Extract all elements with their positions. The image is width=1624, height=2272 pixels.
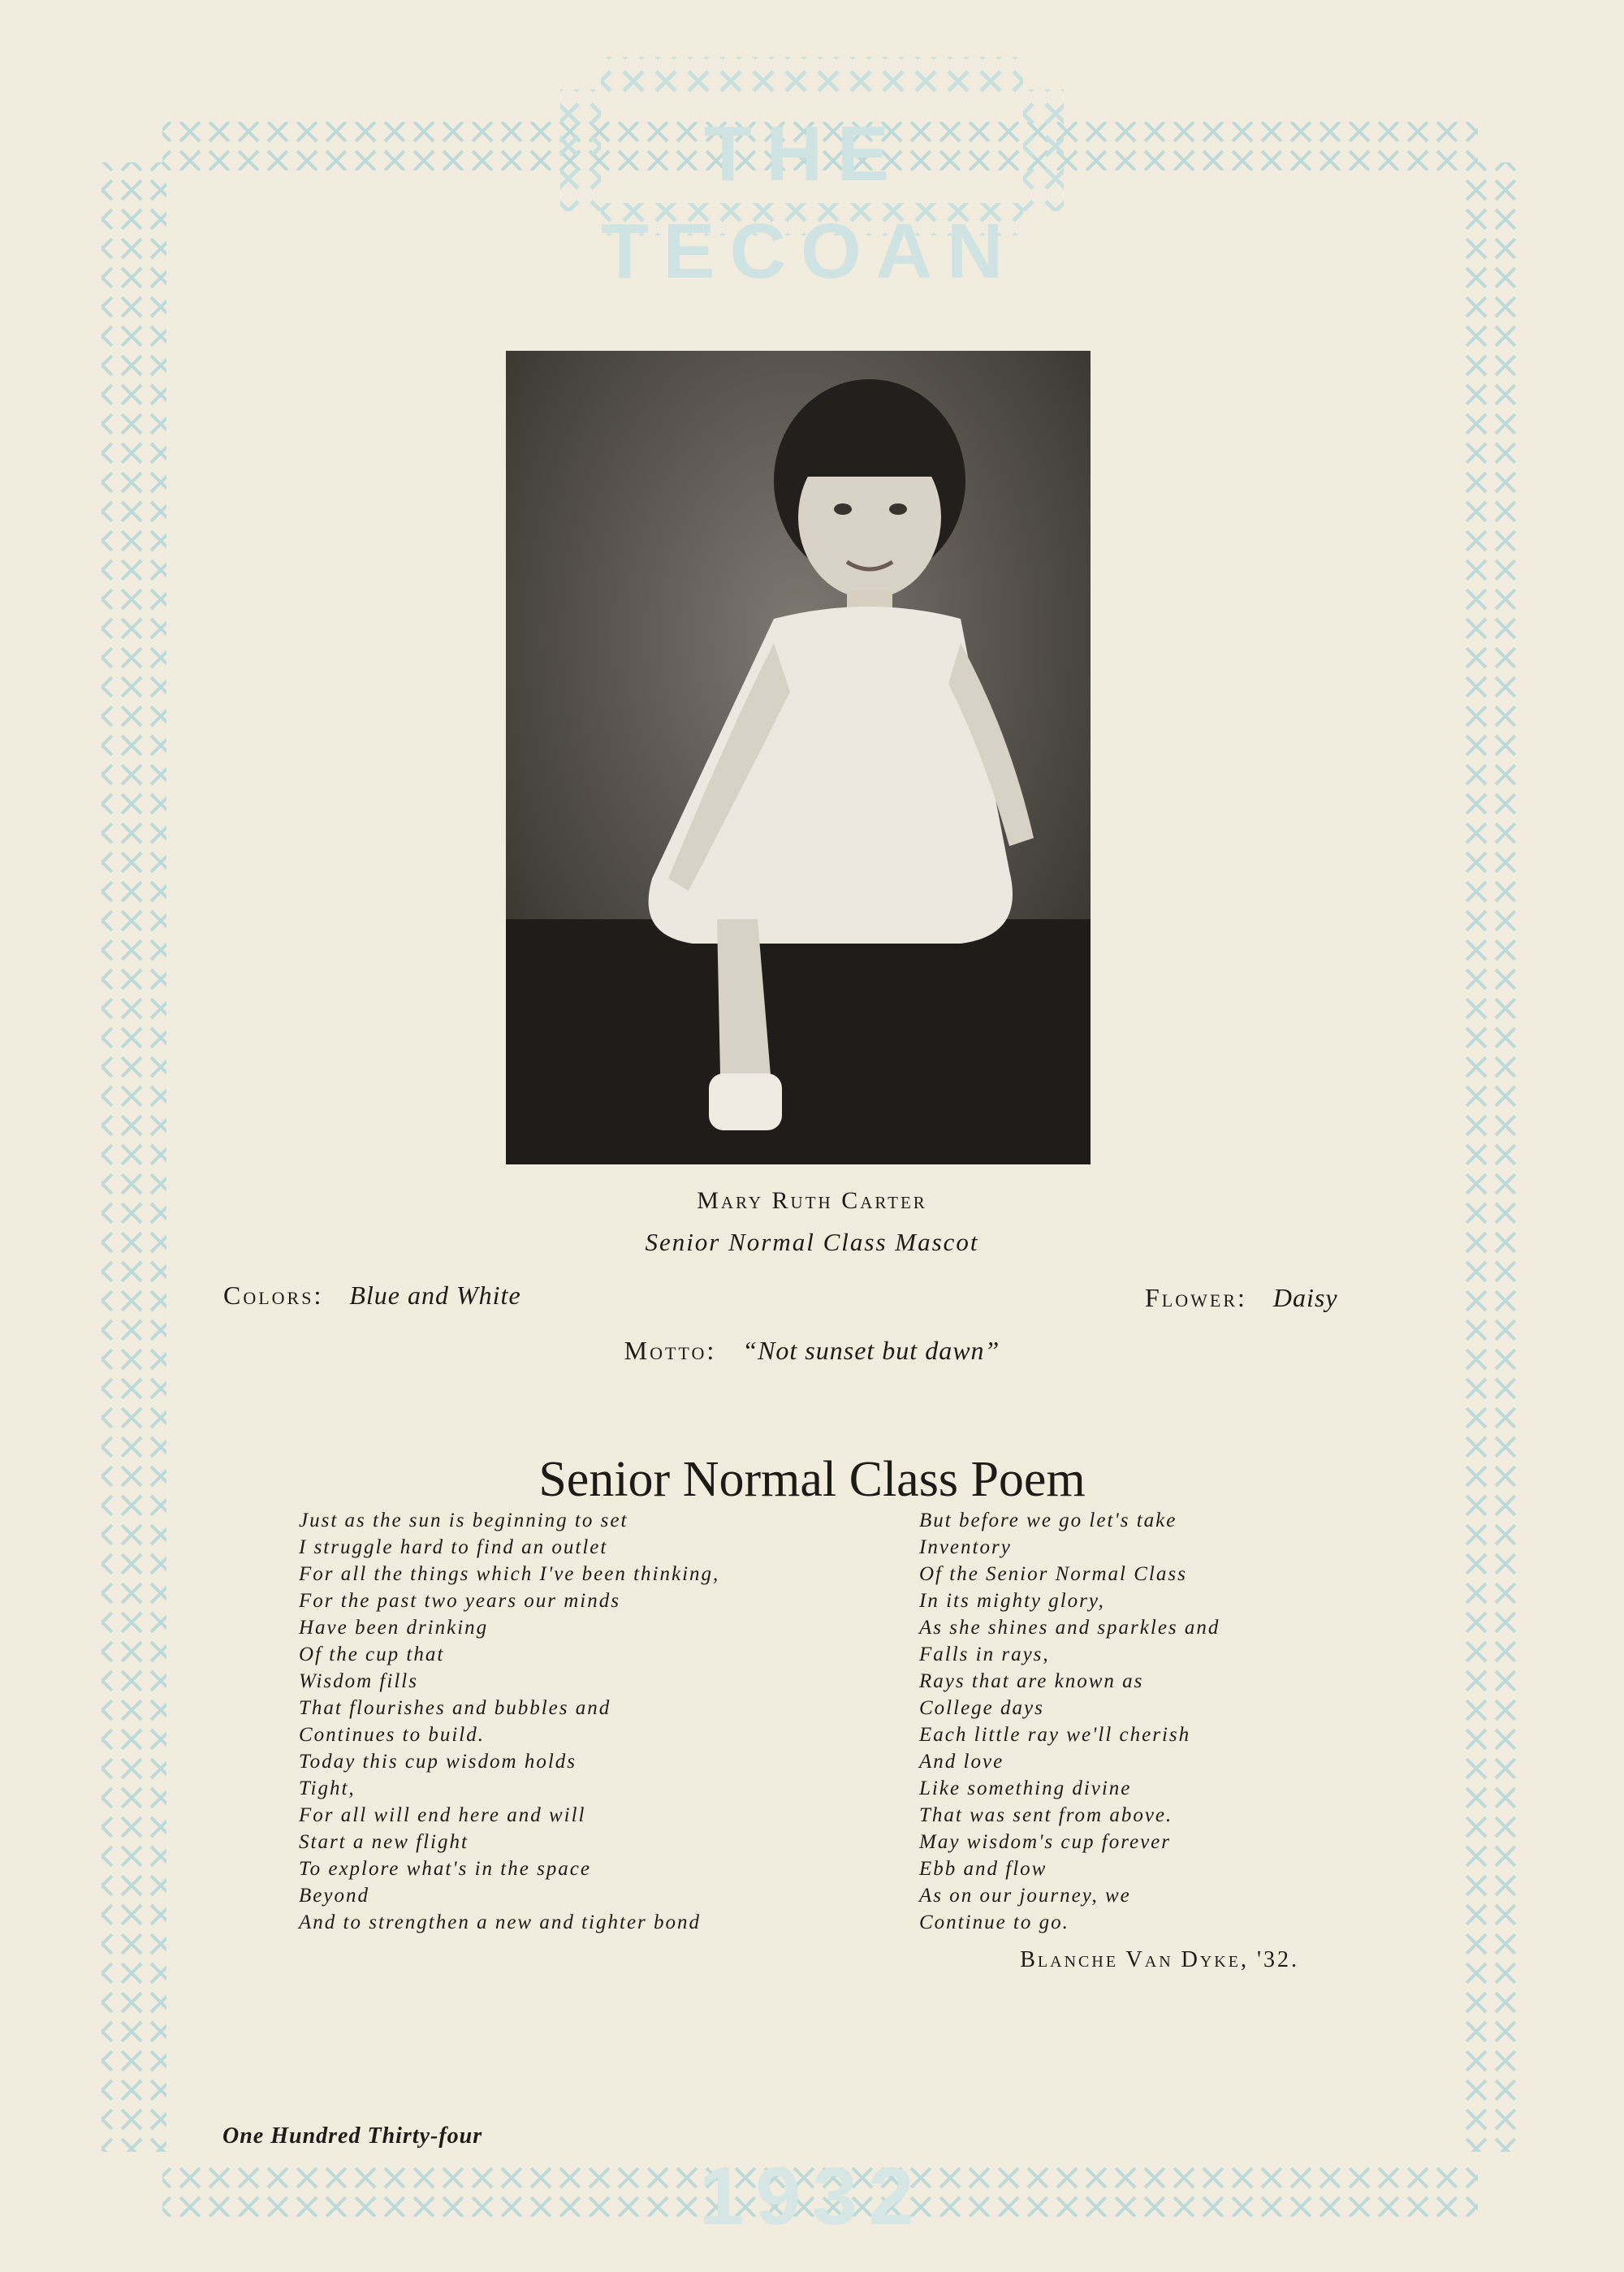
flower-value: Daisy xyxy=(1272,1283,1338,1312)
decorative-footer-year: 1932 xyxy=(698,2151,926,2242)
poem-line: As on our journey, we xyxy=(919,1885,1131,1907)
poem-line: Today this cup wisdom holds xyxy=(299,1751,577,1773)
poem-title: Senior Normal Class Poem xyxy=(538,1451,1086,1507)
poem-line: That flourishes and bubbles and xyxy=(299,1697,611,1719)
poem-line: And love xyxy=(919,1751,1004,1773)
colors-value: Blue and White xyxy=(349,1281,521,1310)
class-colors xyxy=(223,1281,521,1311)
poem-line: To explore what's in the space xyxy=(299,1858,591,1880)
poem-author: Blanche Van Dyke, '32. xyxy=(1020,1947,1299,1972)
poem-line: Like something divine xyxy=(919,1777,1132,1799)
flower-label: Flower: xyxy=(1145,1283,1247,1312)
motto-label: Motto: xyxy=(624,1336,717,1365)
poem-line: May wisdom's cup forever xyxy=(919,1831,1172,1853)
poem-line: Have been drinking xyxy=(299,1617,489,1639)
poem-left-column xyxy=(299,1507,883,1936)
poem-line: Each little ray we'll cherish xyxy=(919,1724,1191,1746)
poem-line: I struggle hard to find an outlet xyxy=(299,1536,608,1558)
poem-line: Continue to go. xyxy=(919,1911,1069,1933)
poem-line: But before we go let's take xyxy=(919,1510,1177,1531)
class-motto xyxy=(406,1336,1218,1366)
poem-line: College days xyxy=(919,1697,1044,1719)
decorative-header-title: THE TECOAN xyxy=(601,110,1018,295)
poem-line: Start a new flight xyxy=(299,1831,469,1853)
motto-value: “Not sunset but dawn” xyxy=(742,1336,1000,1365)
poem-line: Rays that are known as xyxy=(919,1670,1144,1692)
poem-line: Beyond xyxy=(299,1885,369,1907)
poem-line: For all will end here and will xyxy=(299,1804,586,1826)
poem-line: Wisdom fills xyxy=(299,1670,418,1692)
mascot-role: Senior Normal Class Mascot xyxy=(645,1228,979,1256)
poem-line: Falls in rays, xyxy=(919,1644,1050,1665)
poem-line: Of the Senior Normal Class xyxy=(919,1563,1187,1585)
poem-line: Of the cup that xyxy=(299,1644,445,1665)
poem-line: As she shines and sparkles and xyxy=(919,1617,1220,1639)
poem-right-column xyxy=(919,1507,1374,1936)
poem-line: Inventory xyxy=(919,1536,1012,1558)
poem-line: Just as the sun is beginning to set xyxy=(299,1510,628,1531)
mascot-name: Mary Ruth Carter xyxy=(697,1187,927,1214)
colors-label: Colors: xyxy=(223,1281,324,1310)
poem-line: In its mighty glory, xyxy=(919,1590,1105,1612)
page-number: One Hundred Thirty-four xyxy=(222,2123,483,2149)
mascot-photo xyxy=(506,351,1091,1164)
child-portrait-image xyxy=(506,351,1091,1164)
poem-line: Tight, xyxy=(299,1777,356,1799)
poem-line: For the past two years our minds xyxy=(299,1590,620,1612)
poem-line: Ebb and flow xyxy=(919,1858,1047,1880)
poem-line: Continues to build. xyxy=(299,1724,485,1746)
poem-line: That was sent from above. xyxy=(919,1804,1173,1826)
class-flower xyxy=(1145,1283,1338,1313)
poem-line: For all the things which I've been thinking, xyxy=(299,1563,720,1585)
poem-line: And to strengthen a new and tighter bond xyxy=(299,1911,702,1933)
